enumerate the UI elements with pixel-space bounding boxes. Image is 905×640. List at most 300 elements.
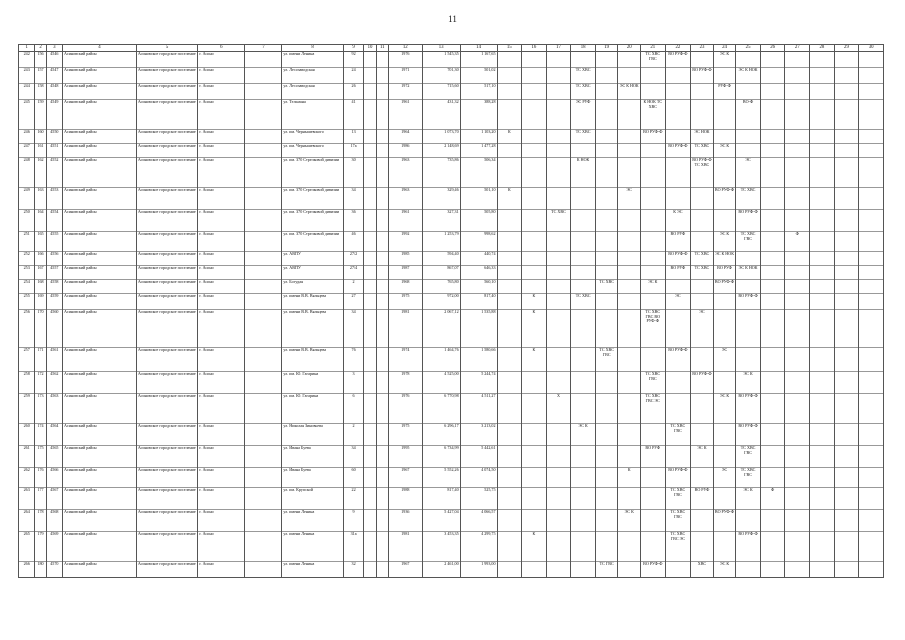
- table-cell: [834, 372, 859, 394]
- table-cell: ул. имени Ленина: [282, 52, 343, 68]
- table-cell: 164: [35, 210, 46, 232]
- table-row: [19, 252, 884, 266]
- table-cell: [785, 468, 810, 488]
- table-cell: 440,74: [460, 252, 497, 266]
- table-cell: ВО РУФ-Ф: [691, 68, 714, 84]
- table-cell: г. Асино: [198, 348, 245, 372]
- table-cell: [691, 188, 714, 210]
- table-cell: 1 993,00: [460, 562, 497, 578]
- table-cell: [834, 188, 859, 210]
- table-cell: [859, 372, 884, 394]
- table-cell: [522, 562, 547, 578]
- table-cell: ВО РУФ-Ф: [713, 510, 736, 532]
- table-cell: 173: [35, 394, 46, 424]
- table-cell: 4556: [46, 252, 62, 266]
- table-cell: 329,46: [422, 188, 460, 210]
- table-cell: [640, 210, 665, 232]
- table-cell: [364, 446, 376, 468]
- table-cell: [665, 130, 691, 144]
- table-cell: ВО РУФ-Ф: [640, 130, 665, 144]
- table-cell: 4560: [46, 310, 62, 348]
- column-number-13: 13: [422, 45, 460, 52]
- table-cell: [859, 266, 884, 280]
- table-cell: [810, 84, 835, 100]
- table-cell: ВО РУФ-Ф: [713, 188, 736, 210]
- column-number-23: 23: [691, 45, 714, 52]
- table-cell: К: [522, 294, 547, 310]
- table-cell: г. Асино: [198, 468, 245, 488]
- table-cell: г. Асино: [198, 510, 245, 532]
- table-cell: [640, 348, 665, 372]
- table-cell: ЭС К: [713, 394, 736, 424]
- table-cell: Асиновское городское поселение: [136, 210, 197, 232]
- table-cell: [713, 488, 736, 510]
- table-cell: г. Асино: [198, 488, 245, 510]
- table-cell: [546, 130, 571, 144]
- column-number-15: 15: [497, 45, 522, 52]
- table-cell: [571, 280, 596, 294]
- table-cell: ВО РУФ-Ф ТС ХВС: [691, 158, 714, 188]
- table-cell: 501,02: [460, 68, 497, 84]
- table-cell: [760, 158, 785, 188]
- table-cell: ул. имени В.В. Вяльцева: [282, 294, 343, 310]
- table-cell: [665, 188, 691, 210]
- table-cell: [785, 188, 810, 210]
- table-cell: [760, 130, 785, 144]
- table-cell: Асиновское городское поселение: [136, 52, 197, 68]
- table-cell: [364, 372, 376, 394]
- table-cell: [497, 446, 522, 468]
- table-cell: 6: [343, 394, 363, 424]
- table-cell: ХВС: [691, 562, 714, 578]
- table-cell: 1 545,35: [422, 52, 460, 68]
- table-cell: Асиновское городское поселение: [136, 158, 197, 188]
- table-cell: [497, 372, 522, 394]
- table-cell: Асиновское городское поселение: [136, 348, 197, 372]
- table-cell: [810, 158, 835, 188]
- table-cell: ВО РУФ: [713, 266, 736, 280]
- table-cell: ТС ХВС ГВС: [736, 468, 761, 488]
- table-cell: 505,80: [460, 210, 497, 232]
- table-cell: [859, 210, 884, 232]
- table-cell: [546, 266, 571, 280]
- table-cell: Асиновский район: [63, 372, 137, 394]
- table-cell: 4564: [46, 424, 62, 446]
- table-cell: ВО РУФ-Ф: [665, 252, 691, 266]
- table-cell: [760, 188, 785, 210]
- table-cell: ВО РУФ-Ф: [665, 52, 691, 68]
- table-cell: [245, 84, 282, 100]
- table-cell: 247: [19, 144, 35, 158]
- table-cell: [245, 130, 282, 144]
- table-cell: [364, 468, 376, 488]
- table-cell: ул. им. 370 Стрелковой дивизии: [282, 188, 343, 210]
- table-cell: 60: [343, 468, 363, 488]
- housing-register-table: [18, 44, 884, 578]
- table-cell: 1986: [388, 144, 422, 158]
- table-cell: г. Асино: [198, 310, 245, 348]
- table-cell: 5 442,61: [460, 446, 497, 468]
- table-cell: [364, 280, 376, 294]
- table-cell: [785, 294, 810, 310]
- table-row: [19, 394, 884, 424]
- table-cell: [618, 210, 641, 232]
- table-cell: [810, 488, 835, 510]
- table-cell: [859, 188, 884, 210]
- table-cell: 1981: [388, 310, 422, 348]
- table-cell: [595, 252, 618, 266]
- table-cell: [834, 310, 859, 348]
- table-cell: 1961: [388, 100, 422, 130]
- table-cell: [760, 446, 785, 468]
- table-cell: [713, 446, 736, 468]
- table-cell: [691, 100, 714, 130]
- table-cell: [760, 144, 785, 158]
- table-cell: 249: [19, 188, 35, 210]
- table-row: [19, 280, 884, 294]
- table-cell: [785, 488, 810, 510]
- table-cell: ЭС: [691, 310, 714, 348]
- table-cell: ЭС К: [713, 562, 736, 578]
- table-cell: [364, 232, 376, 252]
- table-cell: [595, 488, 618, 510]
- table-cell: 261: [19, 446, 35, 468]
- table-cell: [595, 394, 618, 424]
- table-row: [19, 130, 884, 144]
- table-cell: [571, 446, 596, 468]
- table-cell: ЭС К: [691, 446, 714, 468]
- table-cell: [245, 394, 282, 424]
- table-cell: [691, 52, 714, 68]
- table-cell: ЭС: [736, 158, 761, 188]
- table-row: [19, 488, 884, 510]
- table-cell: 175: [35, 446, 46, 468]
- table-cell: ул. им. Ю. Гагарина: [282, 372, 343, 394]
- table-cell: [736, 348, 761, 372]
- table-cell: [376, 266, 388, 280]
- column-number-16: 16: [522, 45, 547, 52]
- table-cell: [665, 562, 691, 578]
- table-cell: [571, 266, 596, 280]
- table-cell: 817,40: [422, 488, 460, 510]
- table-cell: [571, 468, 596, 488]
- table-cell: [376, 232, 388, 252]
- table-cell: [546, 310, 571, 348]
- table-cell: Асиновское городское поселение: [136, 188, 197, 210]
- table-cell: 1967: [388, 468, 422, 488]
- table-cell: [691, 510, 714, 532]
- table-cell: [245, 280, 282, 294]
- table-cell: 162: [35, 158, 46, 188]
- table-cell: ул. им. Чернышевского: [282, 144, 343, 158]
- table-cell: ВО РУФ-Ф: [665, 348, 691, 372]
- column-number-10: 10: [364, 45, 376, 52]
- table-cell: ВО РУФ-Ф: [736, 210, 761, 232]
- table-cell: 1976: [388, 52, 422, 68]
- table-cell: г. Асино: [198, 532, 245, 562]
- table-cell: [640, 158, 665, 188]
- table-cell: [595, 424, 618, 446]
- table-cell: [640, 510, 665, 532]
- table-cell: [571, 144, 596, 158]
- table-cell: ТС ХВС ГВС ЭС: [665, 532, 691, 562]
- table-cell: Ф: [785, 232, 810, 252]
- table-cell: 525,75: [460, 488, 497, 510]
- table-cell: г. Асино: [198, 100, 245, 130]
- table-cell: г. Асино: [198, 252, 245, 266]
- table-cell: [859, 84, 884, 100]
- table-cell: [834, 294, 859, 310]
- table-cell: [810, 52, 835, 68]
- table-cell: [834, 130, 859, 144]
- table-cell: [595, 188, 618, 210]
- table-cell: Асиновский район: [63, 468, 137, 488]
- table-cell: [618, 130, 641, 144]
- table-cell: [810, 294, 835, 310]
- table-cell: [497, 424, 522, 446]
- table-cell: 4551: [46, 144, 62, 158]
- table-cell: г. Асино: [198, 232, 245, 252]
- column-number-7: 7: [245, 45, 282, 52]
- table-cell: г. Асино: [198, 84, 245, 100]
- table-cell: [522, 144, 547, 158]
- table-cell: [834, 84, 859, 100]
- table-cell: К: [522, 532, 547, 562]
- table-cell: Асиновский район: [63, 144, 137, 158]
- table-cell: ТС ХВС: [571, 130, 596, 144]
- table-cell: [736, 130, 761, 144]
- table-cell: [364, 68, 376, 84]
- table-cell: 166: [35, 252, 46, 266]
- column-number-11: 11: [376, 45, 388, 52]
- table-cell: 4559: [46, 294, 62, 310]
- table-cell: [595, 510, 618, 532]
- table-cell: 2 148,69: [422, 144, 460, 158]
- table-cell: 24: [343, 68, 363, 84]
- table-cell: [376, 562, 388, 578]
- table-cell: ул. им. 370 Стрелковой дивизии: [282, 158, 343, 188]
- table-row: [19, 144, 884, 158]
- table-cell: 163: [35, 188, 46, 210]
- table-cell: [640, 144, 665, 158]
- table-cell: ТС ХВС ГВС: [665, 510, 691, 532]
- table-cell: [859, 130, 884, 144]
- table-cell: [364, 144, 376, 158]
- table-cell: 4570: [46, 562, 62, 578]
- table-cell: [810, 130, 835, 144]
- table-cell: [522, 84, 547, 100]
- table-cell: [546, 510, 571, 532]
- table-cell: Асиновское городское поселение: [136, 294, 197, 310]
- table-cell: 1967: [388, 562, 422, 578]
- table-cell: 266: [19, 562, 35, 578]
- table-row: [19, 310, 884, 348]
- table-cell: [546, 158, 571, 188]
- table-cell: ЭС К: [713, 144, 736, 158]
- table-cell: [810, 562, 835, 578]
- table-cell: [546, 188, 571, 210]
- table-cell: 3 453,35: [422, 532, 460, 562]
- table-cell: 4548: [46, 84, 62, 100]
- table-cell: [595, 266, 618, 280]
- table-cell: [810, 348, 835, 372]
- table-cell: [736, 510, 761, 532]
- table-cell: [859, 424, 884, 446]
- table-cell: [595, 158, 618, 188]
- table-cell: [497, 158, 522, 188]
- table-cell: 1985: [388, 252, 422, 266]
- column-number-20: 20: [618, 45, 641, 52]
- table-cell: [665, 84, 691, 100]
- table-cell: Асиновский район: [63, 532, 137, 562]
- table-cell: ЭС К НОК: [618, 84, 641, 100]
- table-cell: [245, 68, 282, 84]
- table-cell: г. Асино: [198, 188, 245, 210]
- table-cell: ул. им. Чернышевского: [282, 130, 343, 144]
- table-cell: [785, 310, 810, 348]
- table-cell: К НОК: [571, 158, 596, 188]
- table-row: [19, 232, 884, 252]
- table-cell: [810, 468, 835, 488]
- table-cell: [546, 280, 571, 294]
- table-cell: ТС ХВС ГВС ЭС: [640, 394, 665, 424]
- table-cell: [546, 52, 571, 68]
- table-cell: ВО РУФ-Ф: [640, 562, 665, 578]
- table-cell: 4568: [46, 510, 62, 532]
- table-cell: [834, 532, 859, 562]
- table-cell: [376, 446, 388, 468]
- table-cell: Асиновское городское поселение: [136, 488, 197, 510]
- table-cell: ВО РУФ-Ф: [665, 468, 691, 488]
- table-cell: 1972: [388, 84, 422, 100]
- table-cell: 1 535,88: [460, 310, 497, 348]
- table-cell: [618, 532, 641, 562]
- table-cell: [618, 488, 641, 510]
- table-cell: [834, 158, 859, 188]
- table-cell: [522, 68, 547, 84]
- table-cell: [785, 84, 810, 100]
- table-cell: [245, 266, 282, 280]
- table-cell: ЭС К НОК: [713, 252, 736, 266]
- table-cell: [810, 252, 835, 266]
- column-number-27: 27: [785, 45, 810, 52]
- table-cell: [785, 372, 810, 394]
- table-cell: 156: [35, 52, 46, 68]
- table-cell: [785, 130, 810, 144]
- table-cell: [595, 144, 618, 158]
- table-cell: [376, 130, 388, 144]
- table-cell: [245, 348, 282, 372]
- table-cell: [571, 488, 596, 510]
- table-cell: Асиновское городское поселение: [136, 532, 197, 562]
- table-cell: Асиновское городское поселение: [136, 144, 197, 158]
- table-cell: К НОК ТС ХВС: [640, 100, 665, 130]
- table-cell: ТС ХВС: [571, 294, 596, 310]
- table-cell: г. Асино: [198, 446, 245, 468]
- table-cell: 178: [35, 510, 46, 532]
- table-cell: [760, 280, 785, 294]
- table-cell: 265: [19, 532, 35, 562]
- table-cell: [571, 252, 596, 266]
- table-cell: [546, 68, 571, 84]
- table-cell: [497, 510, 522, 532]
- table-cell: [245, 468, 282, 488]
- table-cell: [618, 232, 641, 252]
- table-cell: [376, 348, 388, 372]
- table-cell: [859, 232, 884, 252]
- table-cell: Ф: [760, 488, 785, 510]
- column-number-17: 17: [546, 45, 571, 52]
- table-cell: [859, 294, 884, 310]
- table-cell: [571, 210, 596, 232]
- table-cell: 4550: [46, 130, 62, 144]
- table-cell: г. Асино: [198, 68, 245, 84]
- table-cell: Асиновское городское поселение: [136, 232, 197, 252]
- table-cell: [640, 294, 665, 310]
- table-cell: [497, 84, 522, 100]
- table-cell: [546, 424, 571, 446]
- table-cell: [364, 130, 376, 144]
- table-cell: [522, 210, 547, 232]
- table-cell: [810, 68, 835, 84]
- table-cell: 26: [343, 84, 363, 100]
- table-cell: [376, 468, 388, 488]
- table-cell: 158: [35, 84, 46, 100]
- table-cell: ТС ХВС ГВС: [595, 348, 618, 372]
- table-cell: [665, 100, 691, 130]
- table-cell: [546, 532, 571, 562]
- table-cell: ТС ГВС: [595, 562, 618, 578]
- table-cell: г. Асино: [198, 210, 245, 232]
- table-cell: [785, 252, 810, 266]
- table-cell: Асиновское городское поселение: [136, 266, 197, 280]
- table-cell: 4562: [46, 372, 62, 394]
- column-number-9: 9: [343, 45, 363, 52]
- table-cell: ул. Николая Зиновьева: [282, 424, 343, 446]
- table-cell: [785, 52, 810, 68]
- table-cell: [691, 84, 714, 100]
- table-cell: [713, 130, 736, 144]
- table-cell: [364, 510, 376, 532]
- table-cell: г. Асино: [198, 158, 245, 188]
- column-number-2: 2: [35, 45, 46, 52]
- table-cell: ЭС: [618, 188, 641, 210]
- table-cell: [618, 446, 641, 468]
- table-cell: [245, 446, 282, 468]
- table-cell: [364, 84, 376, 100]
- table-cell: [785, 510, 810, 532]
- table-cell: [859, 252, 884, 266]
- table-cell: [546, 372, 571, 394]
- table-cell: [691, 424, 714, 446]
- table-cell: [376, 68, 388, 84]
- table-cell: г. Асино: [198, 562, 245, 578]
- table-cell: [522, 252, 547, 266]
- table-cell: [810, 266, 835, 280]
- table-cell: [736, 144, 761, 158]
- table-cell: [834, 100, 859, 130]
- table-cell: [810, 144, 835, 158]
- table-cell: [364, 562, 376, 578]
- table-cell: [376, 294, 388, 310]
- table-cell: 1 580,66: [460, 348, 497, 372]
- table-cell: [618, 562, 641, 578]
- table-cell: 431,32: [422, 100, 460, 130]
- table-cell: [760, 84, 785, 100]
- table-cell: 170: [35, 310, 46, 348]
- table-cell: [245, 252, 282, 266]
- table-cell: Асиновский район: [63, 130, 137, 144]
